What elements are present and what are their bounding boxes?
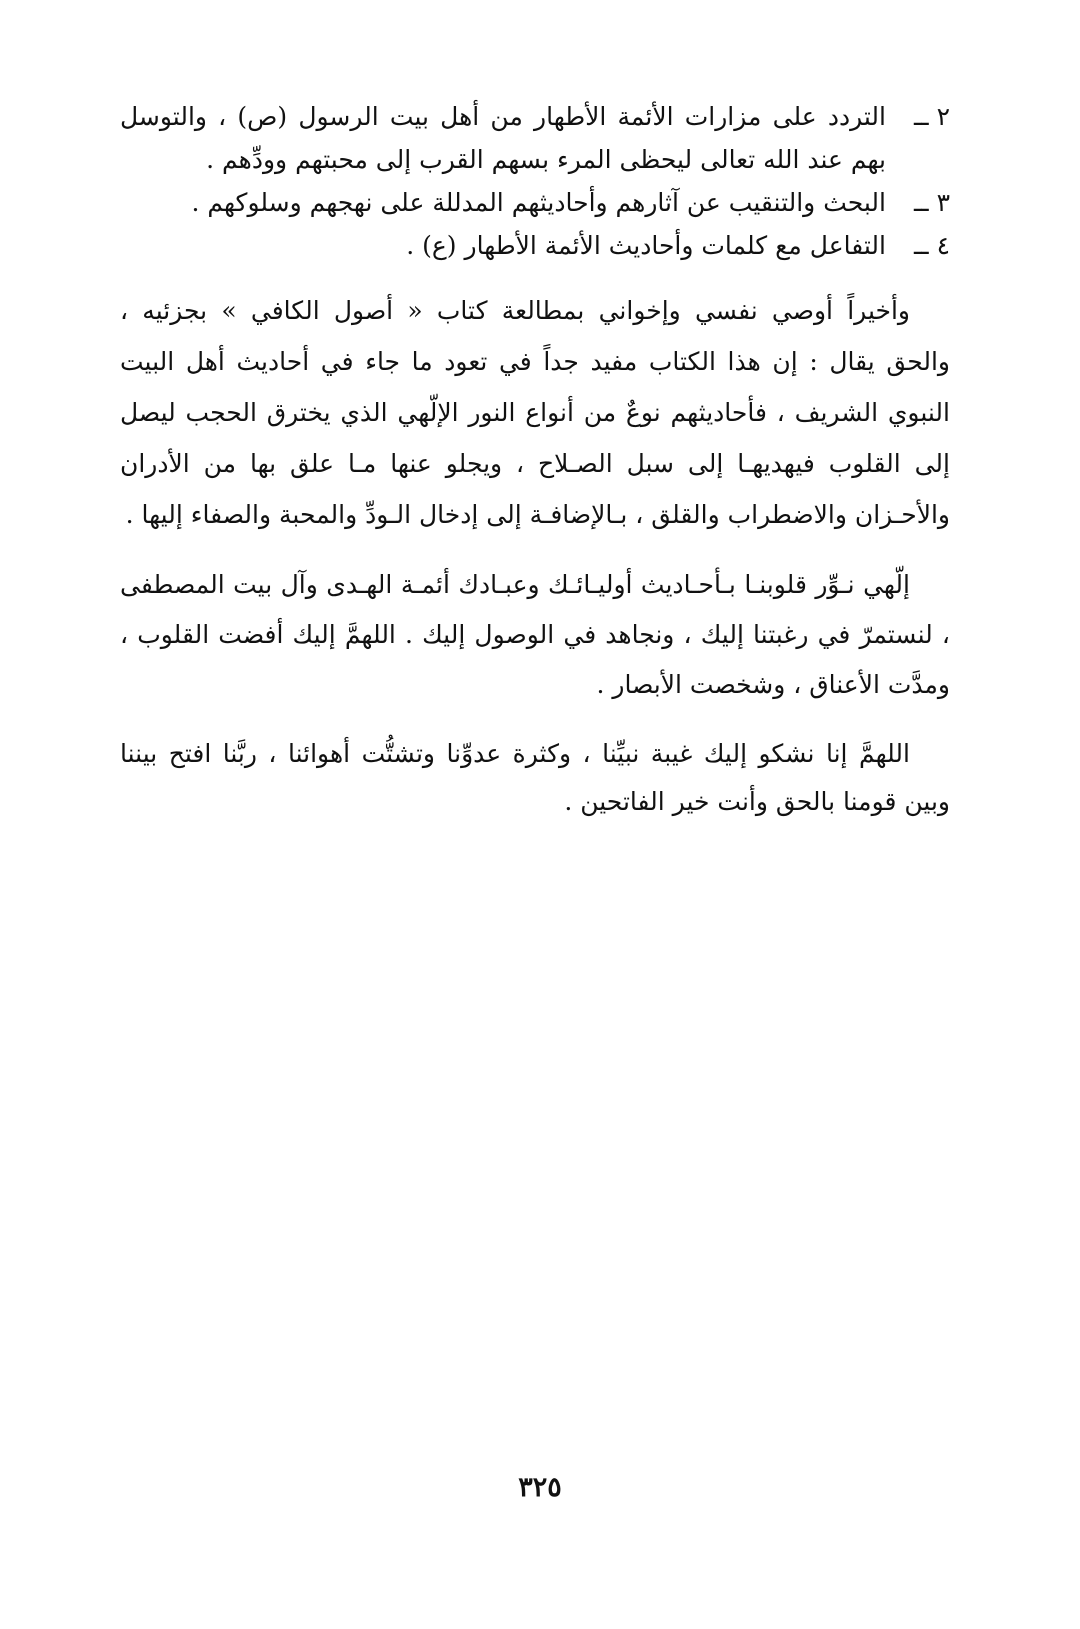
list-item-number: ٣ ــ: [913, 188, 950, 217]
list-item-text: التفاعل مع كلمات وأحاديث الأئمة الأطهار (ع) .: [406, 231, 886, 260]
page-number: ٣٢٥: [518, 1472, 562, 1503]
paragraph-supplication-1: إلّهي نـوِّر قلوبنـا بـأحـاديث أوليـائـك وعبـادك أئمـة الهـدى وآل بيت المصطفى ، لنستمرّ في رغبتنا إليك ، ونجاهد في الوصول إليك . اللهمَّ إليك أفضت القلوب ، ومدَّت الأعناق ، وشخصت الأبصار .: [120, 570, 950, 699]
list-item-text: البحث والتنقيب عن آثارهم وأحاديثهم المدللة على نهجهم وسلوكهم .: [191, 188, 886, 217]
page-body: [120, 95, 950, 846]
list-item: [120, 95, 950, 181]
paragraph-usul-al-kafi: وأخيراً أوصي نفسي وإخواني بمطالعة كتاب « أصول الكافي » بجزئيه ، والحق يقال : إن هذا الكتاب مفيد جداً في تعود ما جاء في أحاديث أهل البيت النبوي الشريف ، فأحاديثهم نوعٌ من أنواع النور الإلّهي الذي يخترق الحجب ليصل إلى القلوب فيهديهـا إلى سبل الصـلاح ، ويجلو عنها مـا علق بها من الأدران والأحـزان والاضطراب والقلق ، بـالإضافـة إلى إدخال الـودِّ والمحبة والصفاء إليها .: [120, 296, 950, 529]
list-item: [120, 181, 950, 224]
list-item-number: ٤ ــ: [913, 231, 950, 260]
numbered-list: [120, 95, 950, 267]
list-item: [120, 224, 950, 267]
list-item-text: التردد على مزارات الأئمة الأطهار من أهل بيت الرسول (ص) ، والتوسل بهم عند الله تعالى ليحظى المرء بسهم القرب إلى محبتهم وودِّهم .: [120, 102, 886, 174]
list-item-number: ٢ ــ: [913, 102, 950, 131]
paragraph-supplication-2: اللهمَّ إنا نشكو إليك غيبة نبيِّنا ، وكثرة عدوِّنا وتشتُّت أهوائنا ، ربَّنا افتح بيننا وبين قومنا بالحق وأنت خير الفاتحين .: [120, 739, 950, 816]
